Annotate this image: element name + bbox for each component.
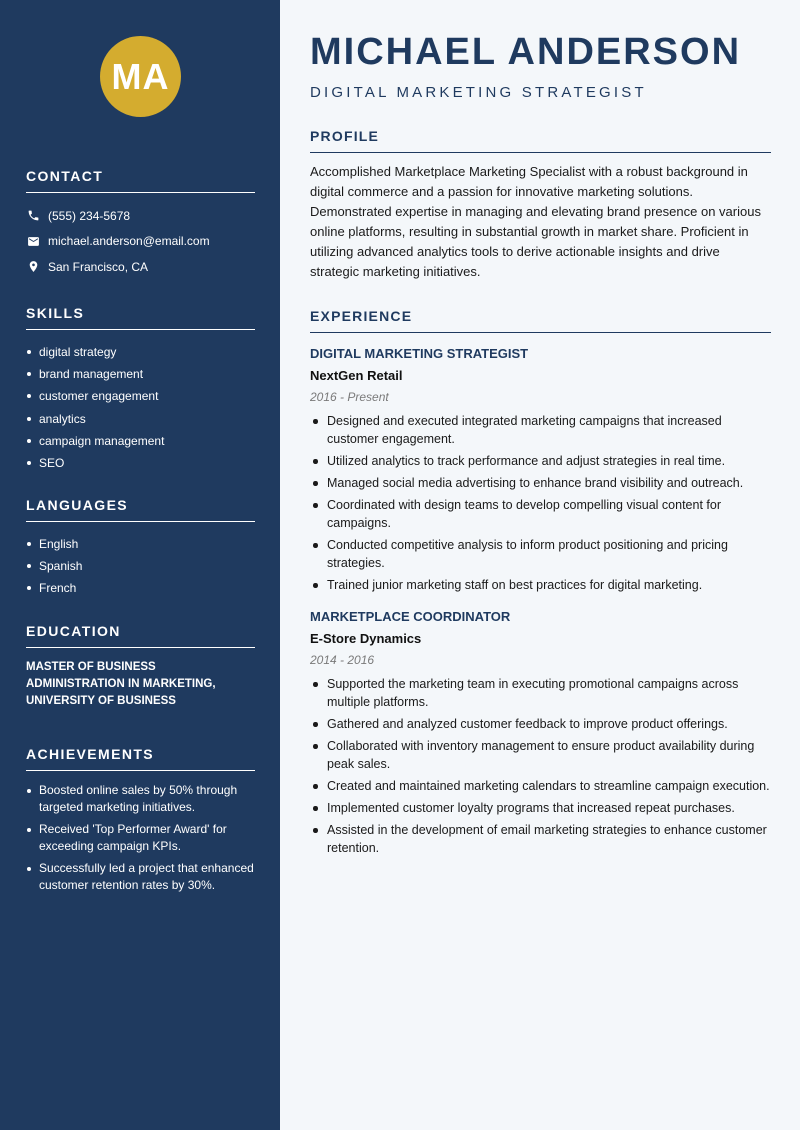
profile-heading: PROFILE [310,128,771,153]
job-bullet: Collaborated with inventory management to ensure product availability during peak sales. [310,737,771,773]
education-entry: MASTER OF BUSINESS ADMINISTRATION IN MARKETING, UNIVERSITY OF BUSINESS [26,661,216,707]
skill-item: SEO [26,452,255,474]
contact-section [26,168,255,280]
job-entry [310,608,771,857]
achievement-item: Successfully led a project that enhanced customer retention rates by 30%. [26,860,255,894]
education-section [26,623,255,710]
sidebar [0,0,280,1130]
skill-item: customer engagement [26,385,255,407]
languages-heading: LANGUAGES [26,497,255,522]
job-title: DIGITAL MARKETING STRATEGIST [310,346,529,361]
job-company: NextGen Retail [310,368,403,383]
profile-section [310,128,771,282]
contact-heading: CONTACT [26,168,255,193]
skill-item: analytics [26,408,255,430]
experience-section [310,308,771,861]
contact-email [26,229,255,255]
phone-icon [26,209,40,223]
education-heading: EDUCATION [26,623,255,648]
language-item: English [26,533,255,555]
job-title: MARKETPLACE COORDINATOR [310,609,511,624]
job-bullet: Gathered and analyzed customer feedback to improve product offerings. [310,715,771,733]
achievement-item: Received 'Top Performer Award' for exceeding campaign KPIs. [26,821,255,855]
achievement-item: Boosted online sales by 50% through targeted marketing initiatives. [26,782,255,816]
achievements-heading: ACHIEVEMENTS [26,746,255,771]
candidate-role: DIGITAL MARKETING STRATEGIST [310,84,647,101]
profile-text: Accomplished Marketplace Marketing Specialist with a robust background in digital commerce and a passion for innovative marketing solutions. Demonstrated expertise in managing and elevating brand presence on various online platforms, resulting in substantial growth in market share. Proficient in utilizing advanced analytics tools to derive actionable insights and drive strategic marketing initiatives. [310,164,761,279]
job-bullet: Created and maintained marketing calendars to streamline campaign execution. [310,777,771,795]
skill-item: campaign management [26,430,255,452]
skills-section [26,305,255,474]
job-dates: 2016 - Present [310,390,389,404]
job-bullet: Coordinated with design teams to develop compelling visual content for campaigns. [310,496,771,532]
language-item: Spanish [26,555,255,577]
phone-text: (555) 234-5678 [48,208,131,223]
job-dates: 2014 - 2016 [310,653,375,667]
job-bullet: Managed social media advertising to enhance brand visibility and outreach. [310,474,771,492]
contact-phone [26,203,255,229]
job-bullet: Supported the marketing team in executing promotional campaigns across multiple platforms. [310,675,771,711]
job-bullet: Utilized analytics to track performance and adjust strategies in real time. [310,452,771,470]
candidate-name: MICHAEL ANDERSON [310,31,742,73]
job-bullet: Implemented customer loyalty programs that increased repeat purchases. [310,799,771,817]
job-bullet: Assisted in the development of email marketing strategies to enhance customer retention. [310,821,771,857]
job-entry [310,345,771,594]
location-pin-icon [26,260,40,274]
skills-heading: SKILLS [26,305,255,330]
language-item: French [26,577,255,599]
skill-item: digital strategy [26,341,255,363]
languages-section [26,497,255,600]
job-company: E-Store Dynamics [310,631,422,646]
experience-heading: EXPERIENCE [310,308,771,333]
job-bullet: Designed and executed integrated marketing campaigns that increased customer engagement. [310,412,771,448]
job-bullet: Conducted competitive analysis to inform product positioning and pricing strategies. [310,536,771,572]
email-text: michael.anderson@email.com [48,234,210,249]
email-icon [26,234,40,248]
achievements-section [26,746,255,899]
skill-item: brand management [26,363,255,385]
avatar-initials: MA [100,36,181,117]
job-bullet: Trained junior marketing staff on best practices for digital marketing. [310,576,771,594]
location-text: San Francisco, CA [48,259,149,274]
contact-location [26,254,255,280]
